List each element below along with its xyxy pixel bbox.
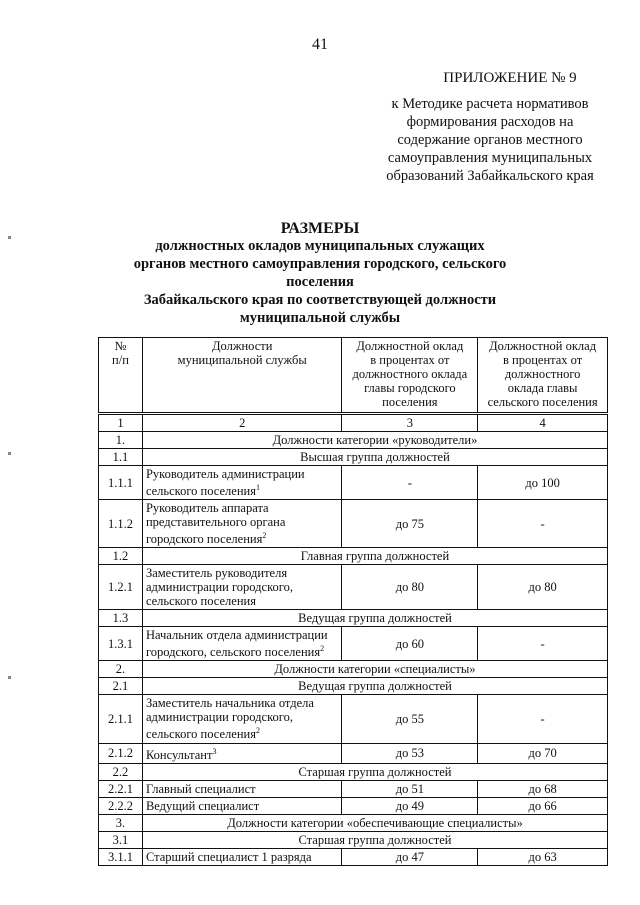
salary-table (98, 337, 608, 866)
salary-table-body (99, 338, 608, 866)
position-line (146, 696, 339, 710)
city-salary-value: до 49 (342, 797, 478, 814)
section-row (99, 432, 608, 449)
header-line: должностного оклада (352, 367, 468, 381)
section-label: Старшая группа должностей (142, 831, 607, 848)
column-number: 2 (142, 414, 342, 432)
header-rural-salary (478, 338, 608, 414)
position-line (146, 710, 339, 724)
rural-salary-value: до 80 (478, 565, 608, 610)
position-line-text: Старший специалист 1 разряда (145, 849, 312, 864)
position-line-text: городского поселения (145, 532, 263, 547)
section-row (99, 814, 608, 831)
section-label: Должности категории «обеспечивающие специалисты» (142, 814, 607, 831)
row-number: 3.1.1 (99, 848, 143, 865)
table-row (99, 780, 608, 797)
document-subtitle (100, 237, 540, 327)
section-label: Старшая группа должностей (142, 763, 607, 780)
row-number: 2.1.1 (99, 695, 143, 743)
table-row (99, 500, 608, 548)
table-row (99, 743, 608, 763)
position-line (146, 745, 339, 762)
header-line: в процентах от (370, 353, 450, 367)
rural-salary-value: до 100 (478, 466, 608, 500)
header-num (99, 338, 143, 414)
scan-mark (8, 676, 11, 679)
position-line (146, 580, 339, 594)
position-line-text: Руководитель администрации (145, 467, 305, 481)
rural-salary-value: - (478, 627, 608, 661)
city-salary-value: до 51 (342, 780, 478, 797)
row-number: 1. (99, 432, 143, 449)
column-number: 4 (478, 414, 608, 432)
row-number: 1.3 (99, 610, 143, 627)
city-salary-value: до 60 (342, 627, 478, 661)
position-line (146, 515, 339, 529)
footnote-mark: 2 (262, 531, 267, 541)
position-line (146, 628, 339, 642)
section-label: Ведущая группа должностей (142, 610, 607, 627)
row-number: 1.3.1 (99, 627, 143, 661)
table-row (99, 466, 608, 500)
position-name (142, 565, 342, 610)
header-line: Должностной оклад (489, 339, 597, 353)
row-number: 3.1 (99, 831, 143, 848)
appendix-subtitle-line: образований Забайкальского края (386, 168, 594, 184)
position-name (142, 695, 342, 743)
appendix-subtitle (380, 95, 600, 185)
position-line (146, 724, 339, 741)
position-name (142, 743, 342, 763)
position-line-text: городского, сельского поселения (145, 645, 321, 660)
position-line-text: Начальник отдела администрации (145, 628, 328, 643)
scan-mark (8, 236, 11, 239)
section-row (99, 661, 608, 678)
rural-salary-value: до 68 (478, 780, 608, 797)
section-row (99, 548, 608, 565)
footnote-mark: 2 (255, 726, 260, 736)
document-subtitle-line: органов местного самоуправления городского, сельского поселения (133, 256, 507, 290)
position-line-text: администрации городского, (145, 710, 293, 725)
position-line (146, 501, 339, 515)
document-subtitle-line: должностных окладов муниципальных служащих (155, 238, 485, 254)
position-line-text: сельского поселения (145, 727, 256, 742)
appendix-title: ПРИЛОЖЕНИЕ № 9 (443, 70, 577, 86)
section-label: Должности категории «руководители» (142, 432, 607, 449)
page-number: 41 (312, 36, 328, 53)
rural-salary-value: - (478, 695, 608, 743)
rural-salary-value: до 70 (478, 743, 608, 763)
header-line: главы городского (364, 381, 456, 395)
position-name (142, 780, 342, 797)
city-salary-value: до 80 (342, 565, 478, 610)
header-position (142, 338, 342, 414)
row-number: 2.2.1 (99, 780, 143, 797)
position-line (146, 529, 339, 546)
scan-mark (8, 452, 11, 455)
position-name (142, 797, 342, 814)
row-number: 2.2.2 (99, 797, 143, 814)
header-line: оклада главы (507, 381, 578, 395)
section-row (99, 449, 608, 466)
appendix-subtitle-line: формирования расходов на (406, 114, 574, 130)
city-salary-value: до 55 (342, 695, 478, 743)
row-number: 2.1.2 (99, 743, 143, 763)
appendix-subtitle-line: к Методике расчета нормативов (391, 96, 589, 112)
header-line: муниципальной службы (177, 353, 307, 367)
row-number: 1.1.2 (99, 500, 143, 548)
header-line: Должностной оклад (356, 339, 464, 353)
table-row (99, 797, 608, 814)
rural-salary-value: - (478, 500, 608, 548)
footnote-mark: 1 (255, 483, 260, 492)
position-line-text: Главный специалист (145, 781, 256, 796)
row-number: 2. (99, 661, 143, 678)
position-line (146, 782, 339, 796)
row-number: 1.1.1 (99, 466, 143, 500)
header-line: № (114, 339, 127, 353)
position-name (142, 627, 342, 661)
position-name (142, 500, 342, 548)
position-line (146, 799, 339, 813)
row-number: 1.1 (99, 449, 143, 466)
position-line-text: Ведущий специалист (145, 798, 260, 813)
position-line-text: сельского поселения (145, 484, 256, 499)
appendix-subtitle-line: самоуправления муниципальных (387, 150, 593, 166)
row-number: 2.1 (99, 678, 143, 695)
position-line-text: Заместитель руководителя (145, 566, 288, 581)
section-label: Ведущая группа должностей (142, 678, 607, 695)
city-salary-value: до 75 (342, 500, 478, 548)
header-line: в процентах от (502, 353, 583, 367)
column-number: 3 (342, 414, 478, 432)
position-line (146, 850, 339, 864)
document-subtitle-line: муниципальной службы (239, 310, 401, 326)
footnote-mark: 3 (212, 746, 217, 756)
rural-salary-value: до 63 (478, 848, 608, 865)
position-line (146, 566, 339, 580)
city-salary-value: до 47 (342, 848, 478, 865)
position-line (146, 642, 339, 659)
table-row (99, 627, 608, 661)
city-salary-value: - (342, 466, 478, 500)
position-line (146, 467, 339, 481)
section-row (99, 763, 608, 780)
row-number: 1.2.1 (99, 565, 143, 610)
city-salary-value: до 53 (342, 743, 478, 763)
section-label: Должности категории «специалисты» (142, 661, 607, 678)
column-number: 1 (99, 414, 143, 432)
header-line: должностного (504, 367, 581, 381)
column-numbers-row (99, 414, 608, 432)
position-line-text: Руководитель аппарата (145, 501, 269, 516)
table-header-row (99, 338, 608, 414)
row-number: 1.2 (99, 548, 143, 565)
position-name (142, 466, 342, 500)
position-line-text: Консультант (145, 747, 213, 762)
position-line-text: Заместитель начальника отдела (145, 696, 314, 711)
position-name (142, 848, 342, 865)
section-row (99, 610, 608, 627)
header-line: Должности (211, 339, 273, 353)
position-line (146, 594, 339, 608)
header-line: сельского поселения (487, 395, 598, 409)
document-subtitle-line: Забайкальского края по соответствующей должности (143, 292, 497, 308)
table-row (99, 848, 608, 865)
row-number: 3. (99, 814, 143, 831)
document-title: РАЗМЕРЫ (280, 220, 360, 237)
position-line-text: сельского поселения (145, 594, 256, 609)
table-row (99, 695, 608, 743)
footnote-mark: 2 (320, 644, 325, 654)
row-number: 2.2 (99, 763, 143, 780)
position-line-text: администрации городского, (145, 580, 293, 595)
header-line: п/п (112, 353, 129, 367)
section-row (99, 678, 608, 695)
table-row (99, 565, 608, 610)
position-line-text: представительного органа (145, 515, 286, 530)
header-city-salary (342, 338, 478, 414)
header-line: поселения (382, 395, 438, 409)
rural-salary-value: до 66 (478, 797, 608, 814)
section-row (99, 831, 608, 848)
section-label: Главная группа должностей (142, 548, 607, 565)
position-line (146, 481, 339, 498)
appendix-subtitle-line: содержание органов местного (397, 132, 583, 148)
section-label: Высшая группа должностей (142, 449, 607, 466)
